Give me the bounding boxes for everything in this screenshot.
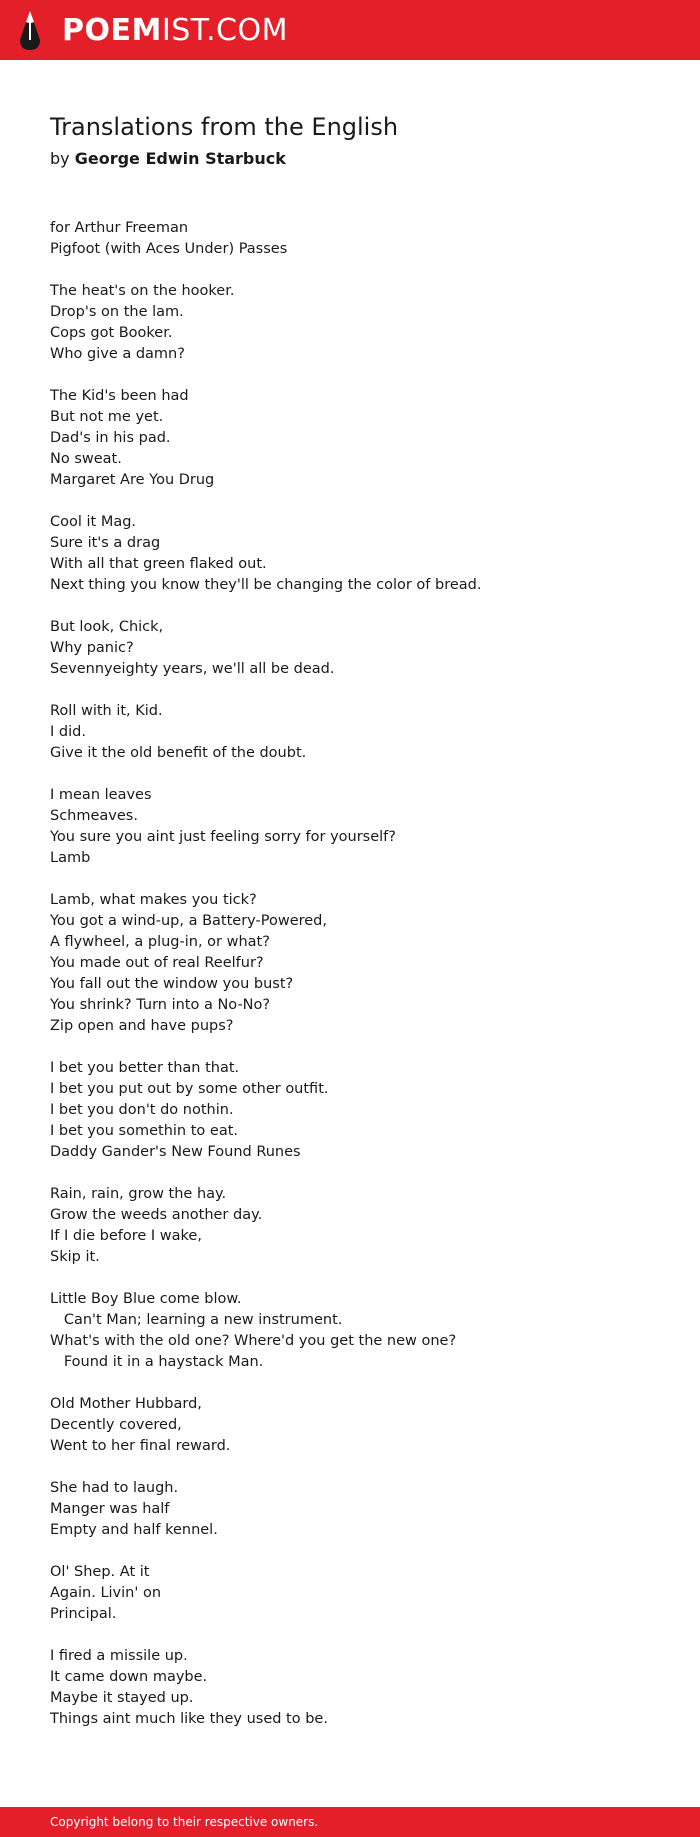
poem-line: Little Boy Blue come blow. [50, 1291, 242, 1307]
stanza [50, 1646, 660, 1730]
poem-line: I did. [50, 724, 86, 740]
poem-line: Can't Man; learning a new instrument. [50, 1312, 343, 1328]
stanza [50, 512, 660, 596]
stanza [50, 1394, 660, 1457]
poem-title: Translations from the English [50, 113, 399, 141]
author-name: George Edwin Starbuck [74, 149, 286, 168]
poem-line: Maybe it stayed up. [50, 1690, 194, 1706]
poem-line: If I die before I wake, [50, 1228, 202, 1244]
poem-line: But look, Chick, [50, 619, 164, 635]
poem-line: Sevennyeighty years, we'll all be dead. [50, 661, 335, 677]
poem-line: Went to her final reward. [50, 1438, 231, 1454]
poem-line: With all that green flaked out. [50, 556, 267, 572]
poem-body [50, 218, 660, 1730]
poem-line: She had to laugh. [50, 1480, 179, 1496]
poem-line: A flywheel, a plug-in, or what? [50, 934, 270, 950]
poem-line: Things aint much like they used to be. [50, 1711, 328, 1727]
stanza [50, 890, 660, 1037]
poem-line: Ol' Shep. At it [50, 1564, 150, 1580]
poem-line: Empty and half kennel. [50, 1522, 218, 1538]
poem-line: Dad's in his pad. [50, 430, 171, 446]
poem-line: Zip open and have pups? [50, 1018, 234, 1034]
poem-line: Principal. [50, 1606, 117, 1622]
poem-line: Sure it's a drag [50, 535, 161, 551]
byline [50, 148, 660, 170]
stanza [50, 701, 660, 764]
poem-line: Rain, rain, grow the hay. [50, 1186, 227, 1202]
poem-line: Cool it Mag. [50, 514, 137, 530]
poem-line: It came down maybe. [50, 1669, 208, 1685]
stanza [50, 617, 660, 680]
poem-line: for Arthur Freeman [50, 220, 189, 236]
site-logo[interactable] [18, 10, 288, 52]
poem-line: Lamb, what makes you tick? [50, 892, 257, 908]
poem-line: I fired a missile up. [50, 1648, 188, 1664]
poem-line: The heat's on the hooker. [50, 283, 235, 299]
logo-word-light: IST.COM [161, 13, 288, 48]
site-header [0, 0, 700, 60]
logo-wordmark [62, 10, 288, 52]
poem-line: What's with the old one? Where'd you get the new one? [50, 1333, 457, 1349]
poem-line: You got a wind-up, a Battery-Powered, [50, 913, 327, 929]
stanza [50, 1058, 660, 1163]
stanza [50, 281, 660, 365]
poem-line: Grow the weeds another day. [50, 1207, 263, 1223]
poem-line: Daddy Gander's New Found Runes [50, 1144, 301, 1160]
poem-line: Again. Livin' on [50, 1585, 162, 1601]
copyright-text: Copyright belong to their respective owners. [50, 1815, 319, 1829]
stanza [50, 1289, 660, 1373]
poem-line: Next thing you know they'll be changing the color of bread. [50, 577, 482, 593]
poem-line: Drop's on the lam. [50, 304, 184, 320]
by-label: by [50, 149, 70, 168]
poem-line: Schmeaves. [50, 808, 138, 824]
site-footer [0, 1807, 700, 1837]
stanza [50, 386, 660, 491]
poem-line: You shrink? Turn into a No-No? [50, 997, 271, 1013]
poem-line: You sure you aint just feeling sorry for yourself? [50, 829, 396, 845]
poem-line: Decently covered, [50, 1417, 182, 1433]
poem-line: Roll with it, Kid. [50, 703, 163, 719]
poem-line: I bet you put out by some other outfit. [50, 1081, 329, 1097]
poem-line: Found it in a haystack Man. [50, 1354, 264, 1370]
poem-line: No sweat. [50, 451, 122, 467]
poem-line: But not me yet. [50, 409, 164, 425]
logo-word-bold: POEM [62, 13, 162, 48]
poem-line: Pigfoot (with Aces Under) Passes [50, 241, 288, 257]
poem-line: Cops got Booker. [50, 325, 173, 341]
poem-line: Margaret Are You Drug [50, 472, 215, 488]
stanza [50, 1478, 660, 1541]
poem-line: I bet you better than that. [50, 1060, 240, 1076]
poem-line: Give it the old benefit of the doubt. [50, 745, 307, 761]
poem-line: I mean leaves [50, 787, 152, 803]
poem-article [50, 110, 660, 1751]
poem-line: Skip it. [50, 1249, 100, 1265]
poem-line: I bet you don't do nothin. [50, 1102, 234, 1118]
stanza [50, 1562, 660, 1625]
poem-line: You made out of real Reelfur? [50, 955, 264, 971]
poem-line: The Kid's been had [50, 388, 189, 404]
stanza [50, 785, 660, 869]
poem-line: Old Mother Hubbard, [50, 1396, 202, 1412]
stanza [50, 218, 660, 260]
poem-line: You fall out the window you bust? [50, 976, 294, 992]
ink-pen-icon [18, 10, 42, 52]
poem-line: I bet you somethin to eat. [50, 1123, 238, 1139]
poem-line: Lamb [50, 850, 91, 866]
stanza [50, 1184, 660, 1268]
poem-line: Why panic? [50, 640, 134, 656]
poem-line: Who give a damn? [50, 346, 185, 362]
poem-line: Manger was half [50, 1501, 170, 1517]
